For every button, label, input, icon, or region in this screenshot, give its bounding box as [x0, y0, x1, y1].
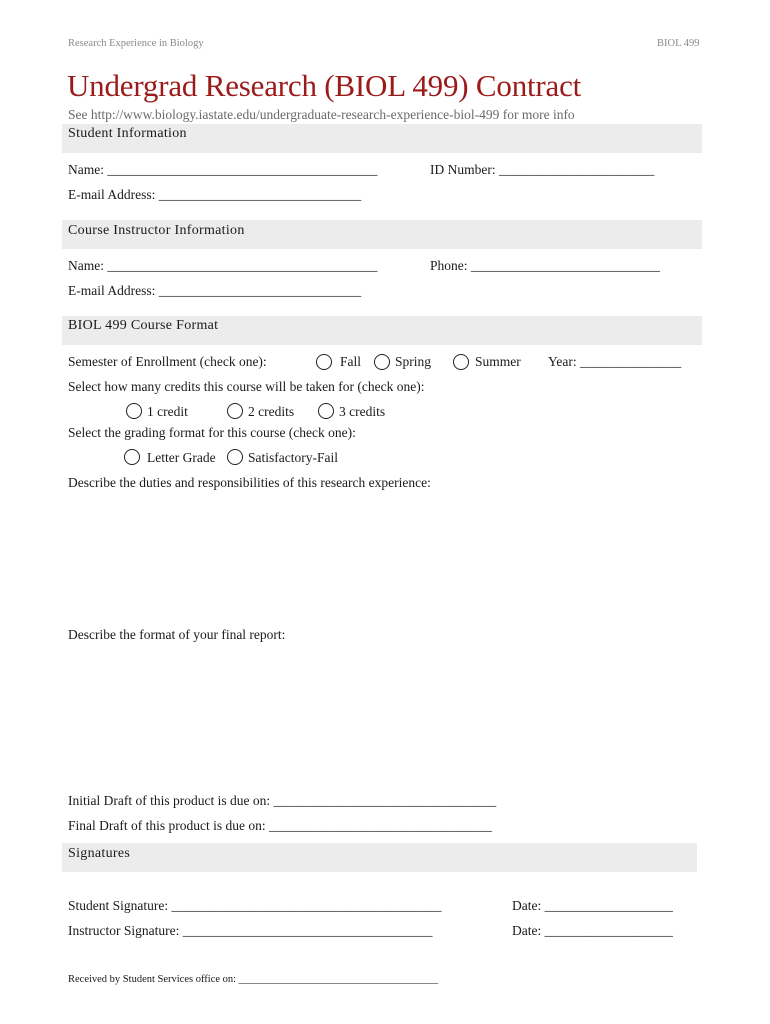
- student-id-field[interactable]: ID Number: _______________________: [430, 162, 655, 177]
- course-format-heading: BIOL 499 Course Format: [68, 318, 219, 333]
- instructor-date-field[interactable]: Date: ___________________: [512, 923, 673, 938]
- credits-label: Select how many credits this course will be taken for (check one):: [68, 379, 425, 394]
- radio-2-credits[interactable]: [227, 403, 243, 419]
- running-header-right: BIOL 499: [657, 38, 700, 49]
- student-date-field[interactable]: Date: ___________________: [512, 898, 673, 913]
- student-email-field[interactable]: E-mail Address: ______________________________: [68, 187, 362, 202]
- student-info-heading: Student Information: [68, 126, 187, 141]
- course-format-band: [62, 316, 702, 345]
- received-by-field[interactable]: Received by Student Services office on: ______________________________________: [68, 974, 439, 985]
- option-fall: Fall: [340, 354, 362, 369]
- final-draft-field[interactable]: Final Draft of this product is due on: _________________________________: [68, 818, 492, 833]
- radio-1-credit[interactable]: [126, 403, 142, 419]
- initial-draft-field[interactable]: Initial Draft of this product is due on: _________________________________: [68, 793, 497, 808]
- semester-label: Semester of Enrollment (check one):: [68, 354, 267, 369]
- instructor-phone-field[interactable]: Phone: ____________________________: [430, 258, 660, 273]
- report-response-area[interactable]: [68, 648, 698, 788]
- info-link-text: See http://www.biology.iastate.edu/undergraduate-research-experience-biol-499 for more info: [68, 107, 575, 122]
- radio-letter-grade[interactable]: [124, 449, 140, 465]
- instructor-signature-field[interactable]: Instructor Signature: _____________________________________: [68, 923, 433, 938]
- option-letter-grade: Letter Grade: [147, 450, 216, 465]
- student-name-field[interactable]: Name: ________________________________________: [68, 162, 378, 177]
- option-3-credits: 3 credits: [339, 404, 386, 419]
- radio-fall[interactable]: [316, 354, 332, 370]
- running-header-left: Research Experience in Biology: [68, 38, 204, 49]
- instructor-email-field[interactable]: E-mail Address: ______________________________: [68, 283, 362, 298]
- option-satisfactory-fail: Satisfactory-Fail: [248, 450, 338, 465]
- instructor-info-heading: Course Instructor Information: [68, 223, 245, 238]
- student-signature-field[interactable]: Student Signature: ________________________________________: [68, 898, 442, 913]
- option-spring: Spring: [395, 354, 432, 369]
- signatures-band: [62, 843, 697, 872]
- student-info-band: [62, 124, 702, 153]
- option-summer: Summer: [475, 354, 521, 369]
- option-1-credit: 1 credit: [147, 404, 188, 419]
- grading-label: Select the grading format for this course (check one):: [68, 425, 356, 440]
- instructor-name-field[interactable]: Name: ________________________________________: [68, 258, 378, 273]
- radio-summer[interactable]: [453, 354, 469, 370]
- year-field[interactable]: Year: _______________: [548, 354, 682, 369]
- report-format-label: Describe the format of your final report:: [68, 627, 286, 642]
- duties-label: Describe the duties and responsibilities of this research experience:: [68, 475, 431, 490]
- radio-spring[interactable]: [374, 354, 390, 370]
- duties-response-area[interactable]: [68, 496, 698, 616]
- option-2-credits: 2 credits: [248, 404, 295, 419]
- page-title: Undergrad Research (BIOL 499) Contract: [67, 68, 582, 103]
- radio-satisfactory-fail[interactable]: [227, 449, 243, 465]
- signatures-heading: Signatures: [68, 846, 131, 861]
- radio-3-credits[interactable]: [318, 403, 334, 419]
- instructor-info-band: [62, 220, 702, 249]
